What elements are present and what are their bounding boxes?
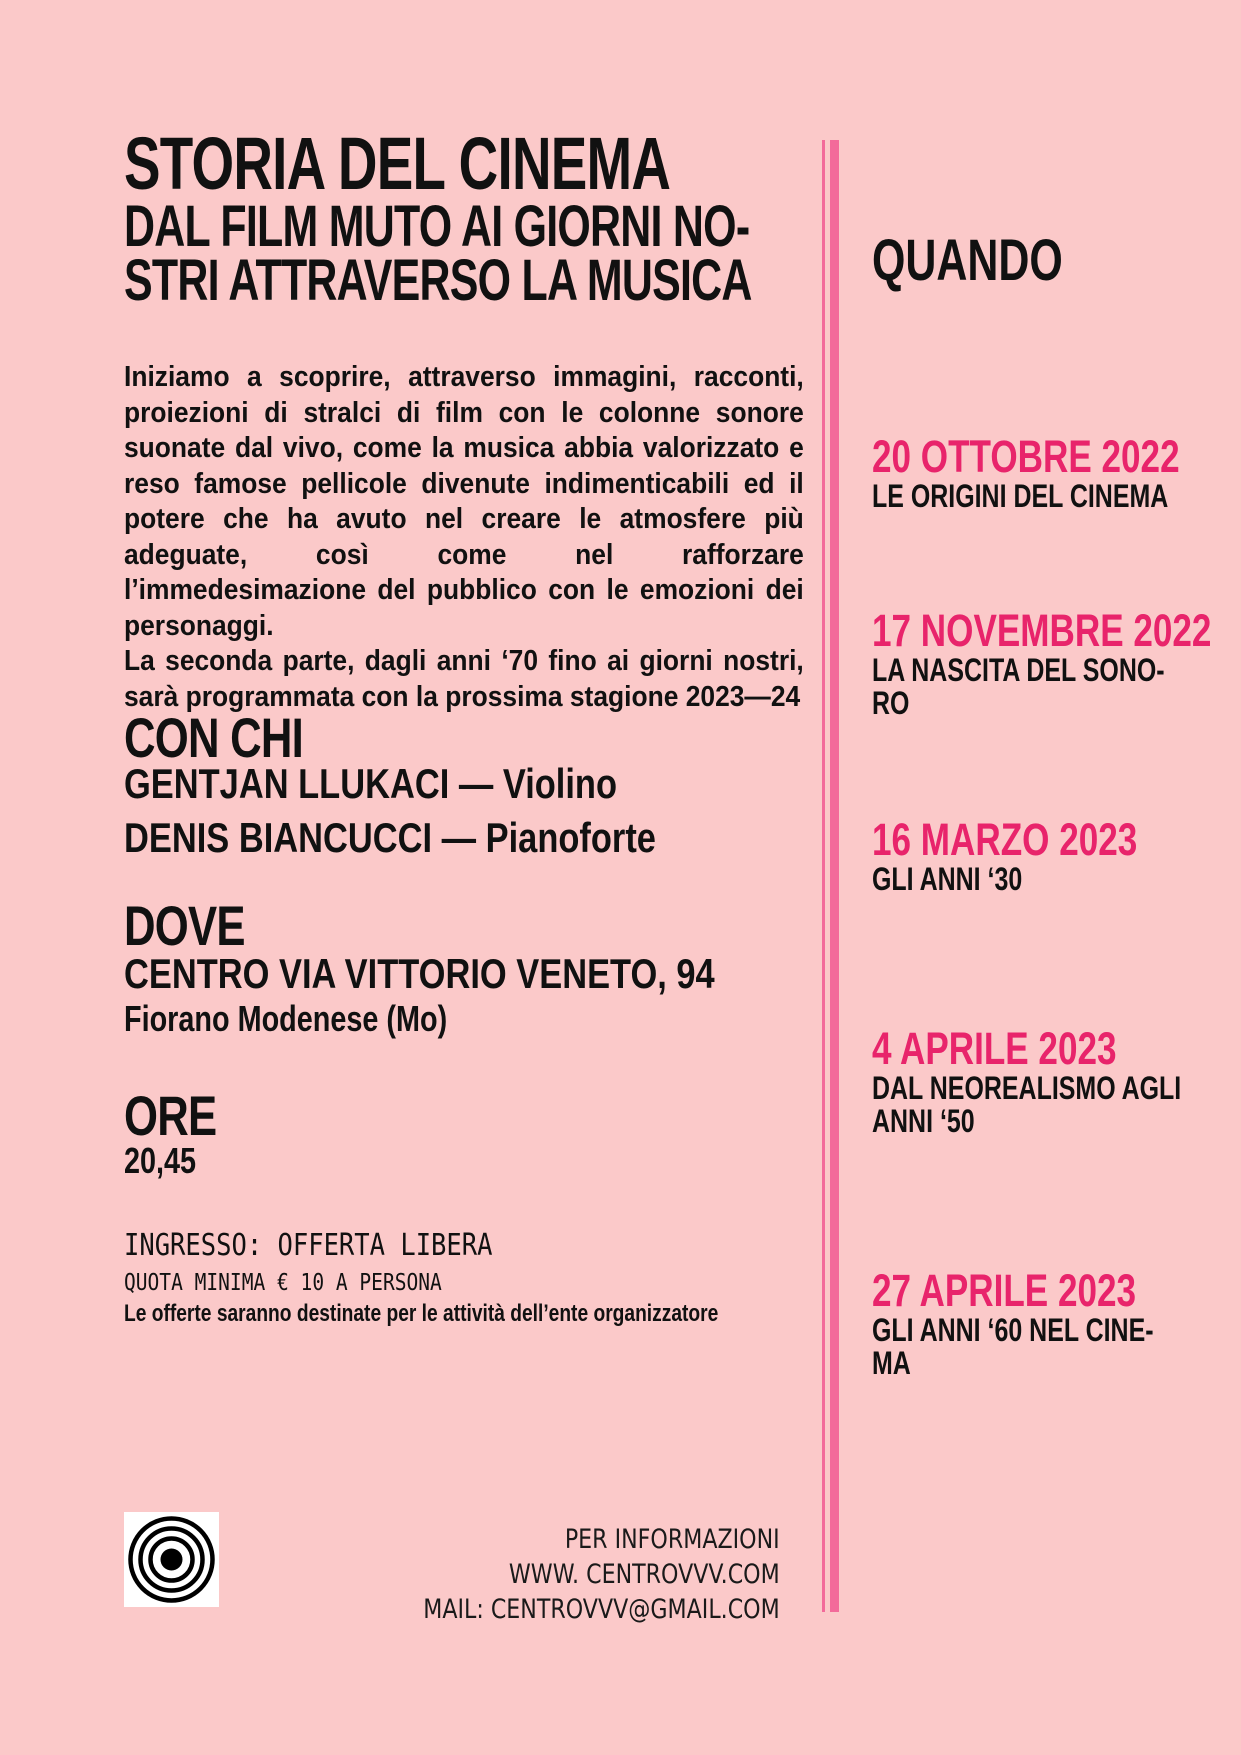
- event-item: [872, 431, 1241, 514]
- contact-email[interactable]: MAIL: CENTROVVV@GMAIL.COM: [423, 1594, 780, 1625]
- event-date: 16 MARZO 2023: [872, 814, 1138, 865]
- event-date: 27 APRILE 2023: [872, 1265, 1137, 1316]
- ingresso-quota: QUOTA MINIMA € 10 A PERSONA: [124, 1270, 442, 1296]
- event-item: [872, 1265, 1233, 1381]
- event-desc-continued: ANNI ‘50: [872, 1103, 975, 1139]
- ingresso-note: Le offerte saranno destinate per le attività dell’ente organizzatore: [124, 1300, 719, 1327]
- event-date: 17 NOVEMBRE 2022: [872, 605, 1212, 656]
- performer-2: DENIS BIANCUCCI — Pianoforte: [124, 814, 656, 861]
- intro-paragraph-2: La seconda parte, dagli anni ‘70 fino ai giorni nostri, sarà programmata con la prossima stagione 2023—24: [124, 645, 804, 713]
- column-divider: [822, 140, 840, 1612]
- event-desc: LE ORIGINI DEL CINEMA: [872, 478, 1169, 514]
- event-desc-continued: RO: [872, 685, 910, 721]
- event-date: 4 APRILE 2023: [872, 1023, 1117, 1074]
- contact-website[interactable]: WWW. CENTROVVV.COM: [509, 1559, 780, 1590]
- performer-1: GENTJAN LLUKACI — Violino: [124, 760, 618, 807]
- venue-city: Fiorano Modenese (Mo): [124, 998, 448, 1039]
- quando-heading: QUANDO: [872, 228, 1063, 293]
- divider-thin-line: [822, 140, 825, 1612]
- concentric-circles-logo-icon: [124, 1512, 219, 1607]
- event-date: 20 OTTOBRE 2022: [872, 431, 1180, 482]
- event-item: [872, 814, 1212, 897]
- event-item: [872, 1023, 1241, 1139]
- con-chi-heading: CON CHI: [124, 706, 303, 769]
- ore-heading: ORE: [124, 1084, 217, 1147]
- ingresso-heading: INGRESSO: OFFERTA LIBERA: [124, 1228, 493, 1263]
- event-desc-continued: MA: [872, 1345, 911, 1381]
- page-title: STORIA DEL CINEMA: [124, 122, 671, 205]
- subtitle-line-1: DAL FILM MUTO AI GIORNI NO-: [124, 194, 750, 259]
- intro-paragraph-1: Iniziamo a scoprire, attraverso immagini, racconti, proiezioni di stralci di film con le colonne sonore suonate dal vivo, come la musica abbia valorizzato e reso famose pellicole divenute indimenticabili ed il potere che ha avuto nel creare le atmosfere più adeguate, così come nel rafforzare l’immedesimazione del pubblico con le emozioni dei personaggi.: [124, 361, 804, 642]
- subtitle-line-2: STRI ATTRAVERSO LA MUSICA: [124, 248, 752, 313]
- event-item: [872, 605, 1241, 721]
- contact-label: PER INFORMAZIONI: [565, 1524, 780, 1555]
- intro-text: [124, 360, 804, 715]
- event-desc: LA NASCITA DEL SONO-: [872, 652, 1165, 688]
- divider-thick-line: [830, 140, 839, 1612]
- contact-info: [345, 1522, 780, 1627]
- event-time: 20,45: [124, 1140, 197, 1181]
- event-desc: GLI ANNI ‘60 NEL CINE-: [872, 1312, 1154, 1348]
- right-column: [872, 0, 1212, 1755]
- dove-heading: DOVE: [124, 894, 245, 957]
- event-desc: GLI ANNI ‘30: [872, 861, 1023, 897]
- venue-address: CENTRO VIA VITTORIO VENETO, 94: [124, 950, 715, 997]
- event-desc: DAL NEOREALISMO AGLI: [872, 1070, 1182, 1106]
- left-column: [124, 122, 804, 1327]
